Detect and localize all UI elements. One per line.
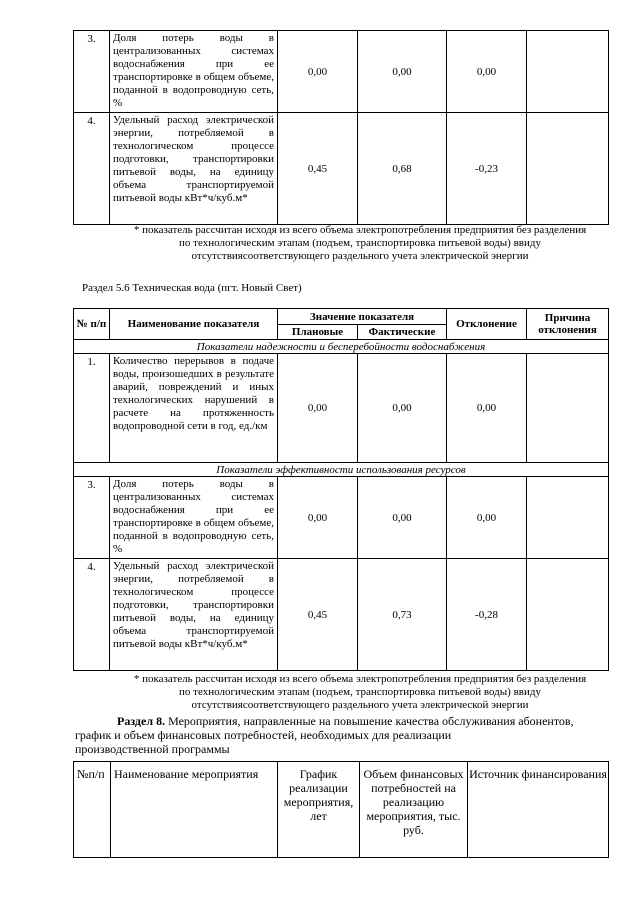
header-fact: Фактические bbox=[358, 325, 447, 340]
section8-heading bbox=[75, 714, 615, 756]
footnote-line: по технологическим этапам (подъем, транспортировка питьевой воды) ввиду bbox=[179, 686, 541, 698]
reason-value bbox=[527, 477, 609, 559]
section8-text: Мероприятия, направленные на повышение качества обслуживания абонентов, bbox=[165, 714, 574, 728]
deviation-value: 0,00 bbox=[447, 31, 527, 113]
row-number: 3. bbox=[74, 477, 110, 559]
deviation-value: 0,00 bbox=[447, 354, 527, 463]
reason-value bbox=[527, 354, 609, 463]
plan-value: 0,00 bbox=[278, 354, 358, 463]
indicator-name: Доля потерь воды в централизованных системах водоснабжения при ее транспортировке в общем объеме, поданной в водопроводную сеть, % bbox=[110, 31, 278, 113]
indicator-name: Количество перерывов в подаче воды, произошедших в результате аварий, повреждений и иных технологических нарушений в расчете на протяженность водопроводной сети в год, ед./км bbox=[110, 354, 278, 463]
table-row bbox=[74, 31, 609, 113]
fact-value: 0,00 bbox=[358, 354, 447, 463]
footnote-line: по технологическим этапам (подъем, транспортировка питьевой воды) ввиду bbox=[179, 237, 541, 249]
table-continuation bbox=[73, 30, 609, 225]
footnote-line: отсутствиясоответствующего раздельного учета электрической энергии bbox=[191, 699, 529, 711]
plan-value: 0,45 bbox=[278, 559, 358, 671]
fact-value: 0,00 bbox=[358, 31, 447, 113]
footnote bbox=[100, 673, 620, 712]
indicator-name: Удельный расход электрической энергии, потребляемой в технологическом процессе подготовки, транспортировки питьевой воды, на единицу объема транспортируемой питьевой воды кВт*ч/куб.м* bbox=[110, 559, 278, 671]
plan-value: 0,00 bbox=[278, 31, 358, 113]
plan-value: 0,00 bbox=[278, 477, 358, 559]
table-row bbox=[74, 559, 609, 671]
indicators-table bbox=[73, 308, 609, 671]
header-num: № п/п bbox=[74, 309, 110, 340]
footnote-line: * показатель рассчитан исходя из всего объема электропотребления предприятия без разделения bbox=[133, 224, 587, 236]
deviation-value: -0,23 bbox=[447, 113, 527, 225]
header-reason: Причина отклонения bbox=[527, 309, 609, 340]
header-value: Значение показателя bbox=[278, 309, 447, 325]
header-plan: Плановые bbox=[278, 325, 358, 340]
reason-value bbox=[527, 113, 609, 225]
section8-text: график и объем финансовых потребностей, необходимых для реализации bbox=[75, 728, 452, 742]
plan-value: 0,45 bbox=[278, 113, 358, 225]
section8-label: Раздел 8. bbox=[117, 714, 166, 728]
section8-text: производственной программы bbox=[75, 742, 230, 756]
table-row bbox=[74, 477, 609, 559]
reason-value bbox=[527, 31, 609, 113]
footnote bbox=[100, 224, 620, 263]
section-heading: Раздел 5.6 Техническая вода (пгт. Новый Свет) bbox=[82, 282, 302, 294]
header-num: №п/п bbox=[74, 762, 111, 858]
deviation-value: 0,00 bbox=[447, 477, 527, 559]
header-schedule: График реализации мероприятия, лет bbox=[278, 762, 360, 858]
table-row bbox=[74, 354, 609, 463]
measures-table bbox=[73, 761, 609, 858]
table-row bbox=[74, 113, 609, 225]
footnote-line: отсутствиясоответствующего раздельного учета электрической энергии bbox=[191, 250, 529, 262]
row-number: 3. bbox=[74, 31, 110, 113]
row-number: 1. bbox=[74, 354, 110, 463]
reason-value bbox=[527, 559, 609, 671]
fact-value: 0,73 bbox=[358, 559, 447, 671]
header-volume: Объем финансовых потребностей на реализацию мероприятия, тыс. руб. bbox=[360, 762, 468, 858]
fact-value: 0,68 bbox=[358, 113, 447, 225]
row-number: 4. bbox=[74, 559, 110, 671]
header-measure-name: Наименование мероприятия bbox=[111, 762, 278, 858]
row-number: 4. bbox=[74, 113, 110, 225]
header-name: Наименование показателя bbox=[110, 309, 278, 340]
header-deviation: Отклонение bbox=[447, 309, 527, 340]
fact-value: 0,00 bbox=[358, 477, 447, 559]
deviation-value: -0,28 bbox=[447, 559, 527, 671]
section-row: Показатели надежности и бесперебойности водоснабжения bbox=[74, 340, 609, 354]
indicator-name: Доля потерь воды в централизованных системах водоснабжения при ее транспортировке в общем объеме, поданной в водопроводную сеть, % bbox=[110, 477, 278, 559]
footnote-line: * показатель рассчитан исходя из всего объема электропотребления предприятия без разделения bbox=[133, 673, 587, 685]
indicator-name: Удельный расход электрической энергии, потребляемой в технологическом процессе подготовки, транспортировки питьевой воды, на единицу объема транспортируемой питьевой воды кВт*ч/куб.м* bbox=[110, 113, 278, 225]
header-source: Источник финансирования bbox=[468, 762, 609, 858]
section-row: Показатели эффективности использования ресурсов bbox=[74, 463, 609, 477]
